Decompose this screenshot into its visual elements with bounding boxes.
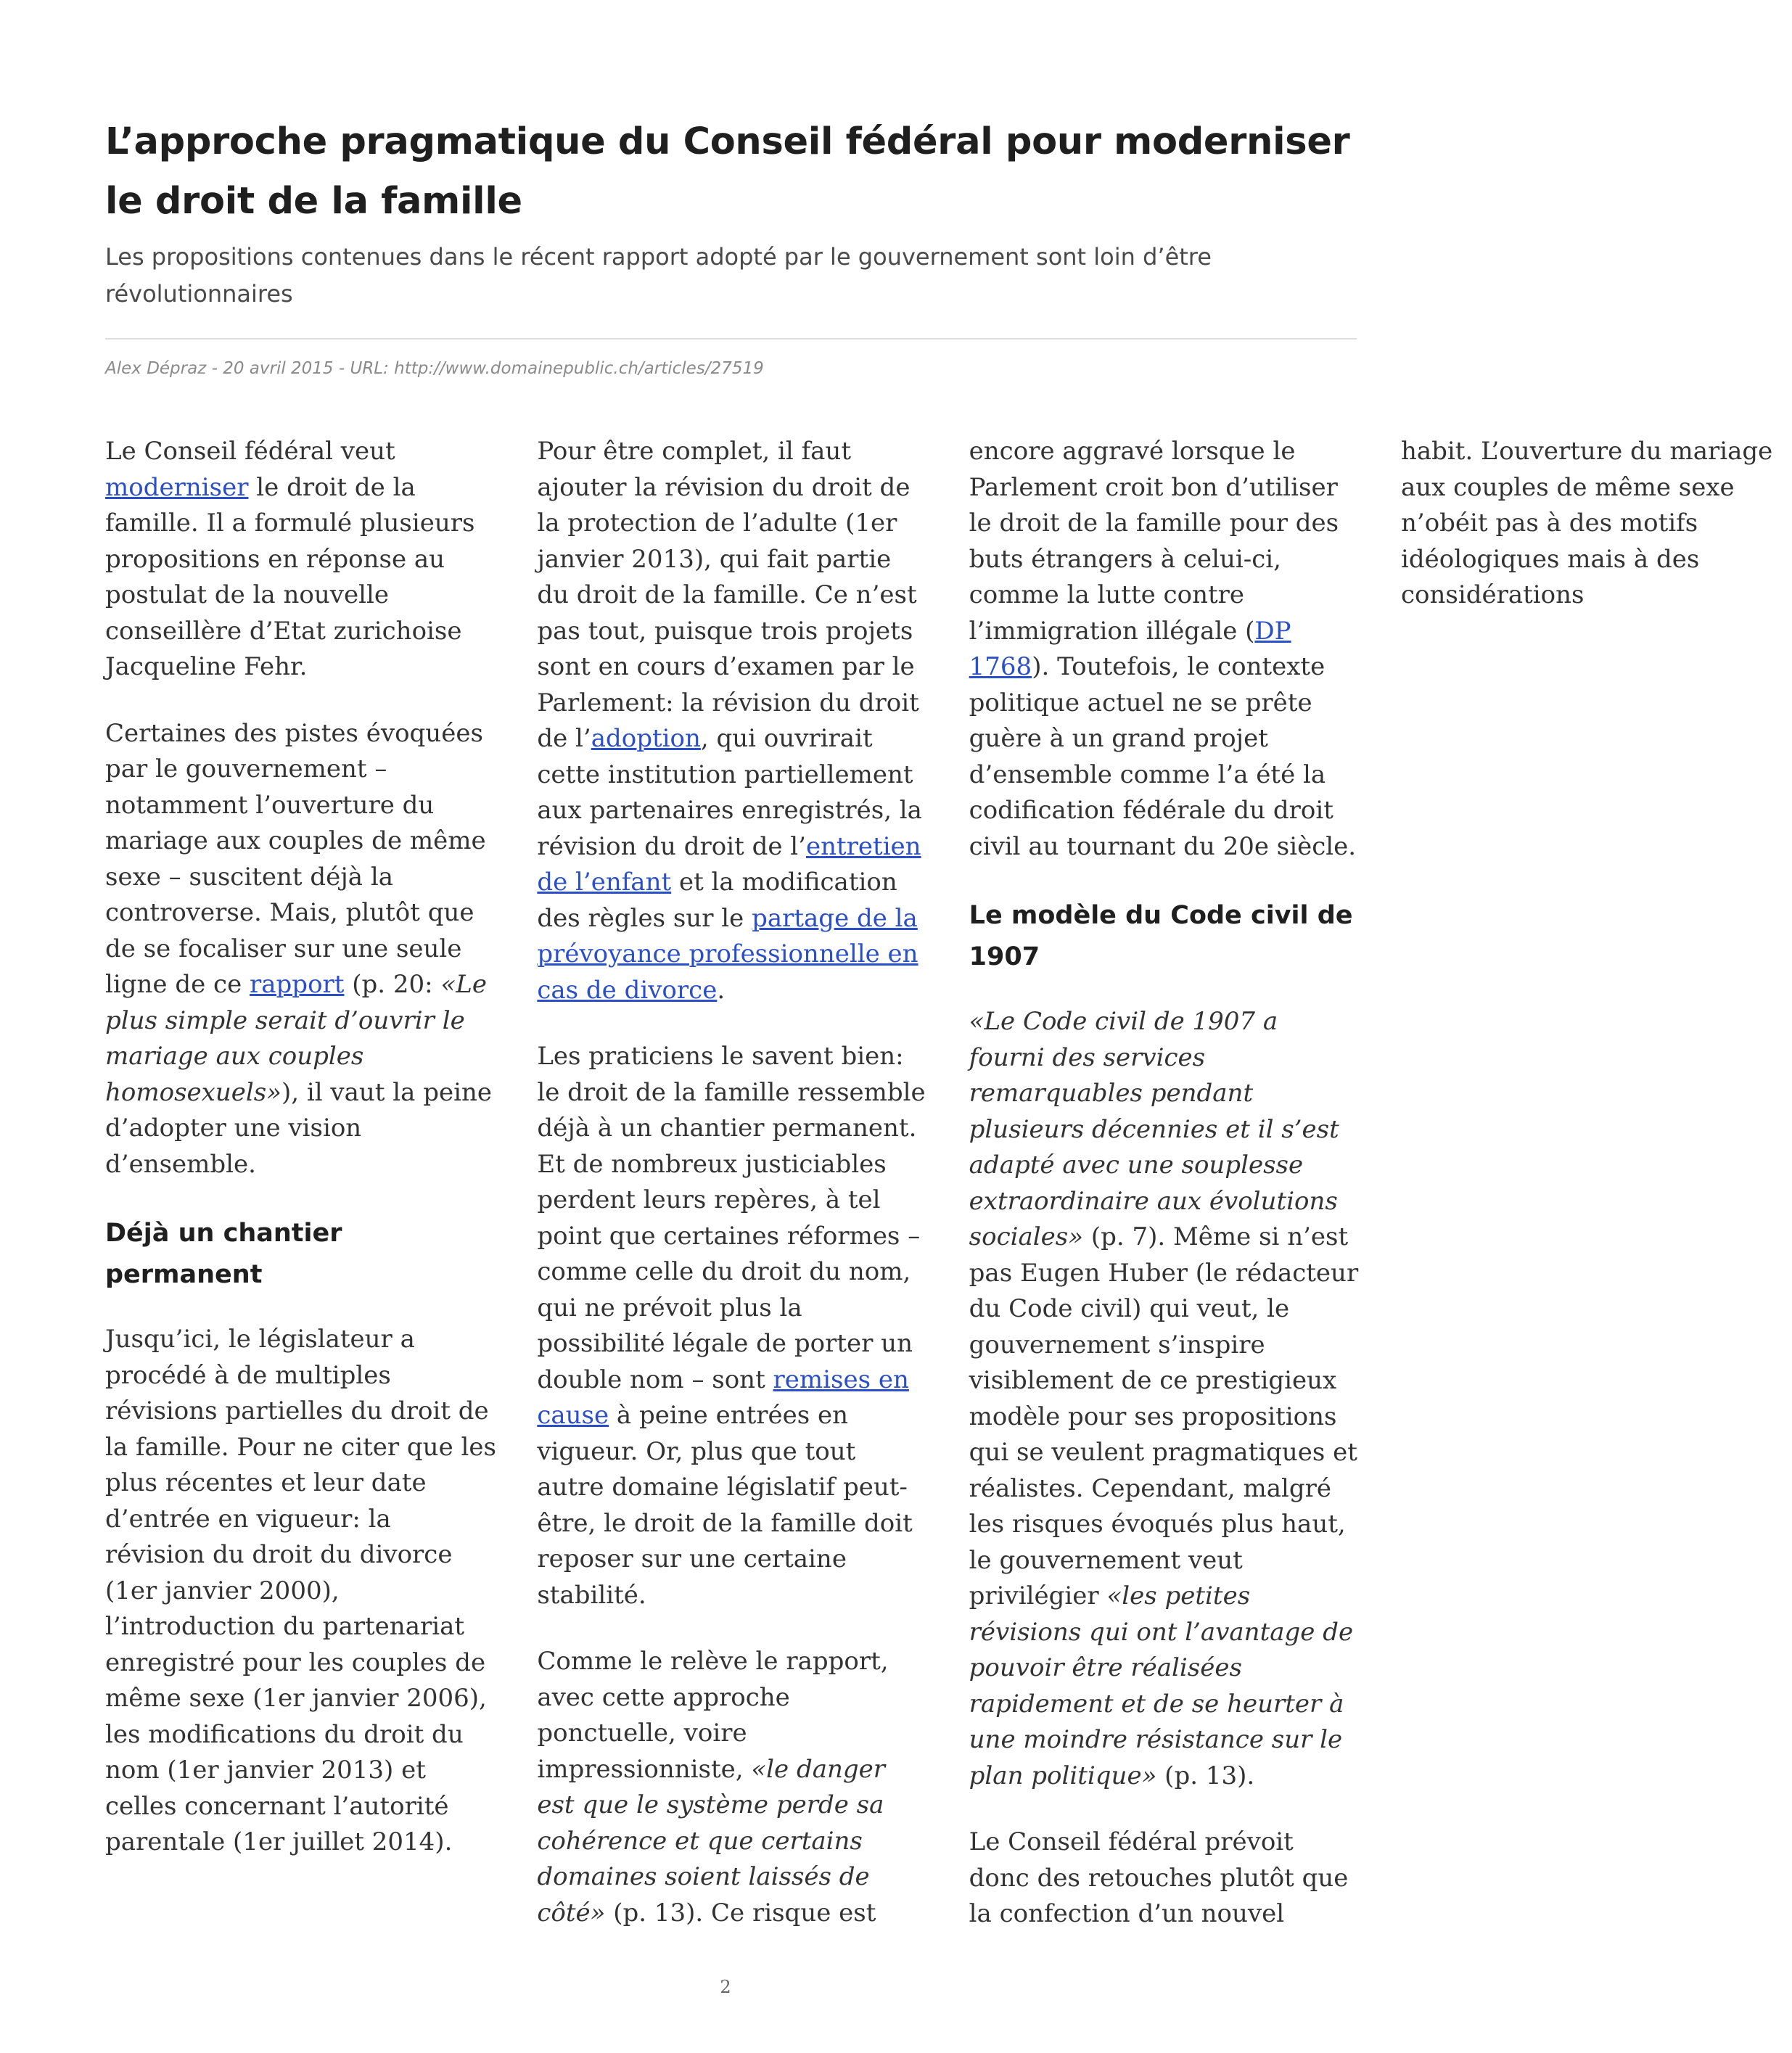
- link-adoption[interactable]: adoption: [591, 724, 701, 753]
- link-partage-prevoyance[interactable]: partage de la prévoyance professionnelle en cas de divorce: [537, 903, 918, 1005]
- article-subtitle: Les propositions contenues dans le récent rapport adopté par le gouvernement sont loin d’être révolutionnaires: [105, 243, 1212, 308]
- paragraph-4: Pour être complet, il faut ajouter la révision du droit de la protection de l’adulte (1er janvier 2013), qui fait partie du droit de la famille. Ce n’est pas tout, puisque trois projets sont en cours d’examen par le Parlement: la révision du droit de l’adoption, qui ouvrirait cette institution partiellement aux partenaires enregistrés, la révision du droit de l’entretien de l’enfant et la modification des règles sur le partage de la prévoyance professionnelle en cas de divorce.: [537, 437, 922, 1005]
- paragraph-2: Certaines des pistes évoquées par le gouvernement – notamment l’ouverture du mariage aux couples de même sexe – suscitent déjà la controverse. Mais, plutôt que de se focaliser sur une seule ligne de ce rapport (p. 20: «Le plus simple serait d’ouvrir le mariage aux couples homosexuels»), il vaut la peine d’adopter une vision d’ensemble.: [105, 718, 492, 1179]
- link-entretien-enfant[interactable]: entretien de l’enfant: [537, 831, 921, 897]
- quote: «les petites révisions qui ont l’avantage de pouvoir être réalisées rapidement et de se heurter à une moindre résistance sur le plan politique»: [969, 1581, 1354, 1790]
- link-dp-1768[interactable]: DP 1768: [969, 616, 1291, 681]
- paragraph-7: «Le Code civil de 1907 a fourni des services remarquables pendant plusieurs décennies et il s’est adapté avec une souplesse extraordinaire aux évolutions sociales» (p. 7). Même si n’est pas Eugen Huber (le rédacteur du Code civil) qui veut, le gouvernement s’inspire visiblement de ce prestigieux modèle pour ses propositions qui se veulent pragmatiques et réalistes. Cependant, malgré les risques évoqués plus haut, le gouvernement veut privilégier «les petites révisions qui ont l’avantage de pouvoir être réalisées rapidement et de se heurter à une moindre résistance sur le plan politique» (p. 13).: [969, 1007, 1359, 1790]
- article-header: [105, 112, 1357, 313]
- page-number: 2: [720, 1977, 731, 1997]
- section-heading-code-civil: Le modèle du Code civil de 1907: [969, 901, 1353, 971]
- link-rapport[interactable]: rapport: [250, 970, 345, 999]
- link-remises-en-cause[interactable]: remises en cause: [537, 1365, 909, 1430]
- quote: «Le Code civil de 1907 a fourni des services remarquables pendant plusieurs décennies et il s’est adapté avec une souplesse extraordinaire aux évolutions sociales»: [969, 1007, 1339, 1251]
- paragraph-1: Le Conseil fédéral veut moderniser le droit de la famille. Il a formulé plusieurs propositions en réponse au postulat de la nouvelle conseillère d’Etat zurichoise Jacqueline Fehr.: [105, 437, 475, 681]
- paragraph-5: Les praticiens le savent bien: le droit de la famille ressemble déjà à un chantier permanent. Et de nombreux justiciables perdent leurs repères, à tel point que certaines réformes – comme celle du droit du nom, qui ne prévoit plus la possibilité légale de porter un double nom – sont remises en cause à peine entrées en vigueur. Or, plus que tout autre domaine législatif peut-être, le droit de la famille doit reposer sur une certaine stabilité.: [537, 1042, 926, 1610]
- section-heading-chantier: Déjà un chantier permanent: [105, 1219, 342, 1289]
- quote: «le danger est que le système perde sa cohérence et que certains domaines soient laissés de côté»: [537, 1754, 886, 1927]
- article-meta: Alex Dépraz - 20 avril 2015 - URL: http://www.domainepublic.ch/articles/27519: [105, 359, 764, 378]
- article-body: [105, 434, 1773, 1950]
- article-title: L’approche pragmatique du Conseil fédéral pour moderniser le droit de la famille: [105, 120, 1350, 223]
- paragraph-6: Comme le relève le rapport, avec cette approche ponctuelle, voire impressionniste, «le danger est que le système perde sa cohérence et que certains domaines soient laissés de côté» (p. 13). Ce risque est encore aggravé lorsque le Parlement croit bon d’utiliser le droit de la famille pour des buts étrangers à celui-ci, comme la lutte contre l’immigration illégale (DP 1768). Toutefois, le contexte politique actuel ne se prête guère à un grand projet d’ensemble comme l’a été la codification fédérale du droit civil au tournant du 20e siècle.: [537, 437, 1357, 1927]
- link-moderniser[interactable]: moderniser: [105, 472, 249, 502]
- paragraph-8: Le Conseil fédéral prévoit donc des retouches plutôt que la confection d’un nouvel habit. L’ouverture du mariage aux couples de même sexe n’obéit pas à des motifs idéologiques mais à des considérations: [969, 437, 1773, 1928]
- quote: «Le plus simple serait d’ouvrir le mariage aux couples homosexuels»: [105, 970, 487, 1107]
- header-divider: [105, 338, 1357, 340]
- paragraph-3: Jusqu’ici, le législateur a procédé à de multiples révisions partielles du droit de la famille. Pour ne citer que les plus récentes et leur date d’entrée en vigueur: la révision du droit du divorce (1er janvier 2000), l’introduction du partenariat enregistré pour les couples de même sexe (1er janvier 2006), les modifications du droit du nom (1er janvier 2013) et celles concernant l’autorité parentale (1er juillet 2014).: [105, 1325, 496, 1856]
